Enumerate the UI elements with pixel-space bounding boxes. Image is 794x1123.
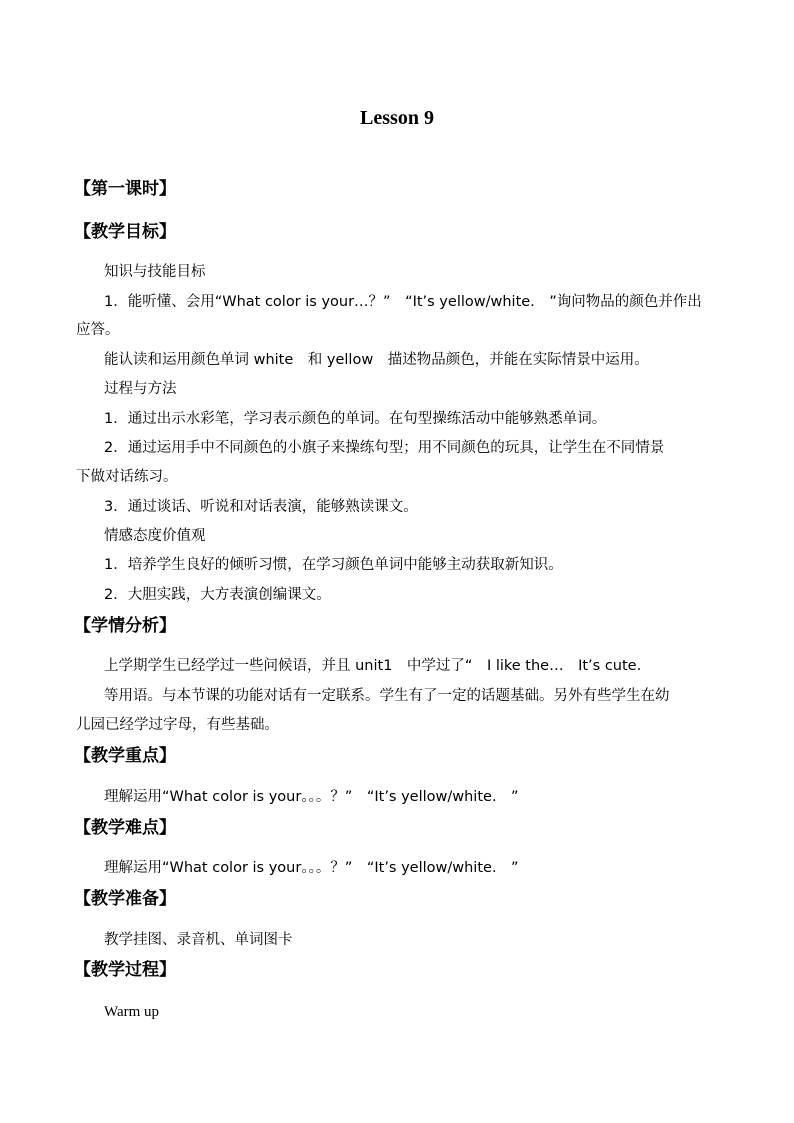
analysis-line-3: 儿园已经学过字母，有些基础。 <box>76 717 279 733</box>
objectives-knowledge-label: 知识与技能目标 <box>104 264 206 280</box>
objectives-process-2-cont: 下做对话练习。 <box>76 469 178 485</box>
lesson-title: Lesson 9 <box>360 107 434 129</box>
objectives-knowledge-1: 1．能听懂、会用“What color is your…？” “It’s yellow/white. ”询问物品的颜色并作出 <box>104 294 702 310</box>
objectives-process-label: 过程与方法 <box>104 381 177 397</box>
heading-process: 【教学过程】 <box>74 960 176 980</box>
difficulties-text: 理解运用“What color is your。。。？” “It’s yellow/white. ” <box>104 860 519 876</box>
preparation-text: 教学挂图、录音机、单词图卡 <box>104 932 293 948</box>
objectives-knowledge-1-cont: 应答。 <box>76 322 120 338</box>
analysis-line-2: 等用语。与本节课的功能对话有一定联系。学生有了一定的话题基础。另外有些学生在幼 <box>104 688 670 704</box>
process-warm-up: Warm up <box>104 1004 160 1020</box>
heading-analysis: 【学情分析】 <box>74 616 176 636</box>
heading-key-points: 【教学重点】 <box>74 746 176 766</box>
objectives-knowledge-2: 能认读和运用颜色单词 white 和 yellow 描述物品颜色，并能在实际情景中运用。 <box>104 352 649 368</box>
heading-objectives: 【教学目标】 <box>74 222 176 242</box>
heading-difficulties: 【教学难点】 <box>74 818 176 838</box>
key-points-text: 理解运用“What color is your。。。？” “It’s yellow/white. ” <box>104 789 519 805</box>
objectives-process-3: 3．通过谈话、听说和对话表演，能够熟读课文。 <box>104 499 418 515</box>
analysis-line-1: 上学期学生已经学过一些问候语，并且 unit1 中学过了“ I like the… It’s cute. <box>104 658 642 674</box>
objectives-process-1: 1．通过出示水彩笔，学习表示颜色的单词。在句型操练活动中能够熟悉单词。 <box>104 411 607 427</box>
objectives-attitude-label: 情感态度价值观 <box>104 528 206 544</box>
heading-first-period: 【第一课时】 <box>74 179 176 199</box>
objectives-attitude-1: 1．培养学生良好的倾听习惯，在学习颜色单词中能够主动获取新知识。 <box>104 557 563 573</box>
heading-preparation: 【教学准备】 <box>74 889 176 909</box>
objectives-attitude-2: 2．大胆实践，大方表演创编课文。 <box>104 587 331 603</box>
objectives-process-2: 2．通过运用手中不同颜色的小旗子来操练句型；用不同颜色的玩具，让学生在不同情景 <box>104 440 665 456</box>
